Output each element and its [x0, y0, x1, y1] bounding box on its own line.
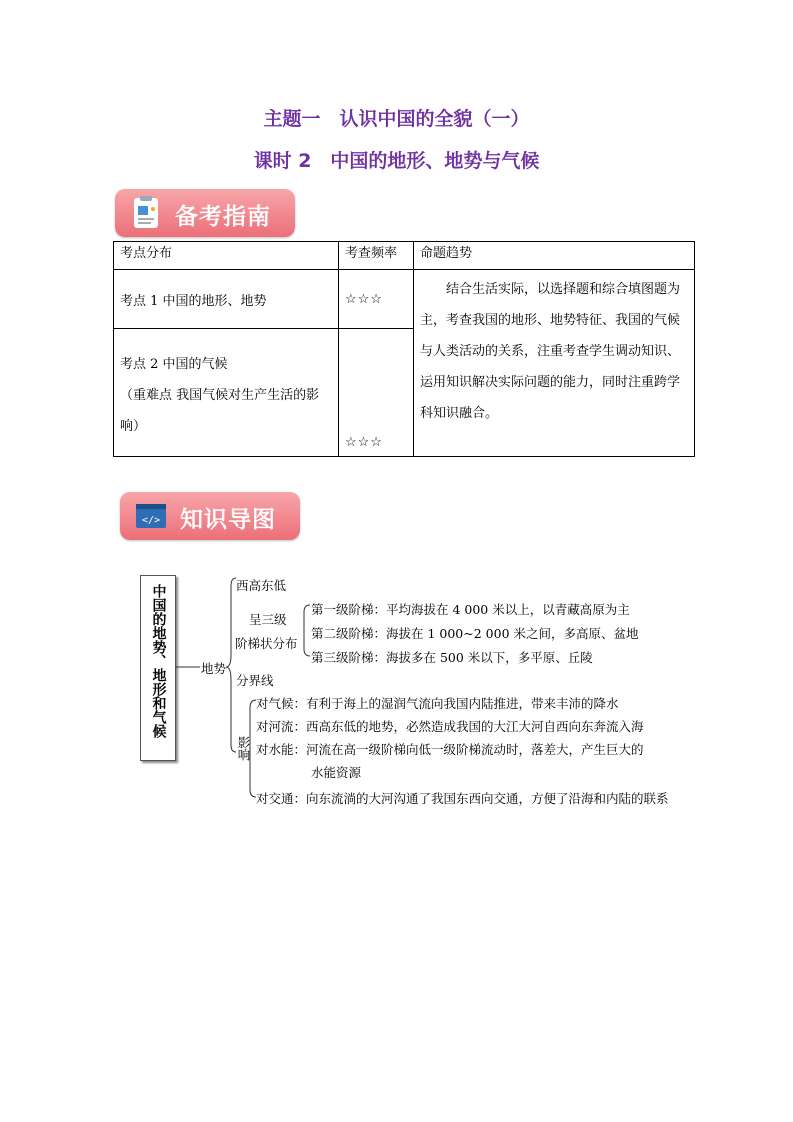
section-label-guide: 备考指南 — [175, 204, 271, 230]
node-step2: 第二级阶梯：海拔在 1 000~2 000 米之间，多高原、盆地 — [311, 626, 639, 641]
point-2-title: 考点 2 中国的气候 — [120, 357, 228, 372]
section-banner-mindmap — [120, 492, 300, 540]
node-hydro-1: 对水能：河流在高一级阶梯向低一级阶梯流动时，落差大，产生巨大的 — [256, 742, 644, 757]
header-trend: 命题趋势 — [414, 242, 695, 270]
clipboard-icon — [129, 195, 163, 231]
node-rivers: 对河流：西高东低的地势，必然造成我国的大江大河自西向东奔流入海 — [256, 719, 644, 734]
node-hydro-2: 水能资源 — [311, 765, 362, 780]
node-west-high: 西高东低 — [236, 578, 287, 593]
header-frequency: 考查频率 — [339, 242, 414, 270]
page-subtitle: 课时 2 中国的地形、地势与气候 — [253, 150, 540, 172]
point-2 — [114, 329, 339, 457]
code-window-icon — [134, 498, 168, 534]
section-banner-guide — [115, 189, 295, 237]
trend-text: 结合生活实际，以选择题和综合填图题为主，考查我国的地形、地势特征、我国的气候与人类活动的关系，注重考查学生调动知识、运用知识解决实际问题的能力，同时注重跨学科知识融合。 — [414, 270, 695, 457]
frequency-1: ☆☆☆ — [339, 270, 414, 329]
node-climate: 对气候：有利于海上的湿润气流向我国内陆推进，带来丰沛的降水 — [256, 696, 619, 711]
node-step3: 第三级阶梯：海拔多在 500 米以下，多平原、丘陵 — [311, 650, 593, 665]
node-steps-label-2: 阶梯状分布 — [235, 636, 298, 651]
frequency-2: ☆☆☆ — [339, 329, 414, 457]
point-2-note: （重难点 我国气候对生产生活的影响） — [120, 388, 320, 434]
point-1: 考点 1 中国的地形、地势 — [114, 270, 339, 329]
header-points: 考点分布 — [114, 242, 339, 270]
section-label-mindmap: 知识导图 — [180, 507, 276, 533]
node-step1: 第一级阶梯：平均海拔在 4 000 米以上，以青藏高原为主 — [311, 602, 630, 617]
mindmap-root: 中国的地势、地形和气候 — [140, 575, 176, 761]
node-impact: 影响 — [236, 736, 251, 761]
page-title: 主题一 认识中国的全貌（一） — [263, 108, 530, 130]
branch-terrain: 地势 — [201, 661, 227, 676]
node-transport: 对交通：向东流淌的大河沟通了我国东西向交通，方便了沿海和内陆的联系 — [256, 791, 669, 806]
node-boundary: 分界线 — [236, 673, 274, 688]
svg-text:</>: </> — [141, 515, 161, 526]
exam-guide-table — [113, 241, 695, 457]
node-steps-label-1: 呈三级 — [249, 612, 287, 627]
